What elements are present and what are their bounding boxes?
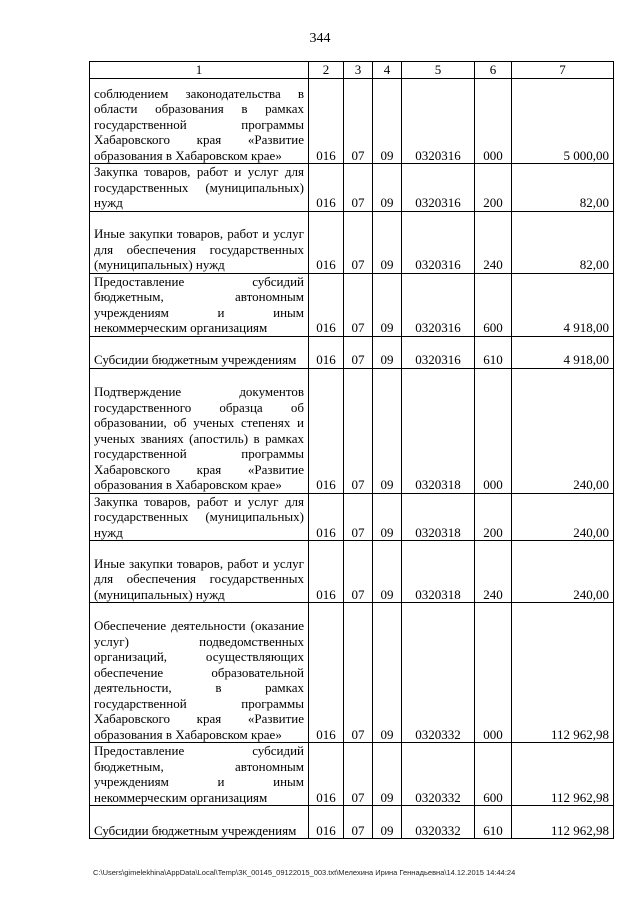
table-row [90,164,614,212]
row-section-code: 07 [344,493,373,541]
row-target-code: 0320318 [402,541,475,603]
row-subsection-code: 09 [373,336,402,368]
row-subsection-code: 09 [373,164,402,212]
header-col-7: 7 [512,62,614,79]
row-expense-type-code: 600 [475,743,512,806]
row-subsection-code: 09 [373,273,402,336]
row-target-code: 0320318 [402,493,475,541]
row-ministry-code: 016 [309,541,344,603]
row-section-code: 07 [344,336,373,368]
row-description: Закупка товаров, работ и услуг для государственных (муниципальных) нужд [90,493,309,541]
row-expense-type-code: 240 [475,541,512,603]
row-expense-type-code: 610 [475,806,512,839]
row-subsection-code: 09 [373,603,402,743]
table-row [90,493,614,541]
row-expense-type-code: 600 [475,273,512,336]
row-expense-type-code: 000 [475,603,512,743]
row-description: Субсидии бюджетным учреждениям [90,806,309,839]
header-col-2: 2 [309,62,344,79]
row-target-code: 0320316 [402,211,475,273]
row-subsection-code: 09 [373,493,402,541]
row-section-code: 07 [344,541,373,603]
row-description: Предоставление субсидий бюджетным, автономным учреждениям и иным некоммерческим организациям [90,273,309,336]
header-col-1: 1 [90,62,309,79]
row-amount: 5 000,00 [512,79,614,164]
row-ministry-code: 016 [309,336,344,368]
table-row [90,79,614,164]
row-subsection-code: 09 [373,743,402,806]
row-description: соблюдением законодательства в области образования в рамках государственной программы Хабаровского края «Развитие образования в Хабаровском крае» [90,79,309,164]
row-amount: 82,00 [512,211,614,273]
row-amount: 240,00 [512,368,614,493]
row-target-code: 0320332 [402,603,475,743]
table-row [90,273,614,336]
row-ministry-code: 016 [309,743,344,806]
row-description: Иные закупки товаров, работ и услуг для обеспечения государственных (муниципальных) нужд [90,541,309,603]
table-row [90,211,614,273]
row-expense-type-code: 000 [475,79,512,164]
row-section-code: 07 [344,743,373,806]
row-section-code: 07 [344,806,373,839]
header-row [90,62,614,79]
row-section-code: 07 [344,211,373,273]
row-expense-type-code: 200 [475,164,512,212]
table-row [90,603,614,743]
row-amount: 112 962,98 [512,806,614,839]
table-row [90,743,614,806]
header-col-4: 4 [373,62,402,79]
row-section-code: 07 [344,603,373,743]
row-description: Обеспечение деятельности (оказание услуг) подведомственных организаций, осуществляющих обеспечение образовательной деятельности, в рамках государственной программы Хабаровского края «Развитие образования в Хабаровском крае» [90,603,309,743]
row-ministry-code: 016 [309,493,344,541]
row-description: Подтверждение документов государственного образца об образовании, об ученых степенях и ученых званиях (апостиль) в рамках государственной программы Хабаровского края «Развитие образования в Хабаровском крае» [90,368,309,493]
row-ministry-code: 016 [309,211,344,273]
page-number: 344 [309,31,331,46]
footer-file-path: C:\Users\gimelekhina\AppData\Local\Temp\ЗК_00145_09122015_003.txt\Мелехина Ирина Геннадьевна\14.12.2015 14:44:24 [93,868,516,877]
row-expense-type-code: 200 [475,493,512,541]
row-section-code: 07 [344,273,373,336]
row-expense-type-code: 000 [475,368,512,493]
row-subsection-code: 09 [373,368,402,493]
table-row [90,541,614,603]
table-row [90,336,614,368]
row-amount: 82,00 [512,164,614,212]
header-col-3: 3 [344,62,373,79]
row-subsection-code: 09 [373,806,402,839]
row-target-code: 0320316 [402,79,475,164]
row-ministry-code: 016 [309,164,344,212]
row-target-code: 0320332 [402,806,475,839]
row-section-code: 07 [344,368,373,493]
row-amount: 112 962,98 [512,603,614,743]
budget-table [89,61,614,839]
row-subsection-code: 09 [373,79,402,164]
row-amount: 112 962,98 [512,743,614,806]
header-col-6: 6 [475,62,512,79]
row-subsection-code: 09 [373,541,402,603]
table-row [90,368,614,493]
row-target-code: 0320316 [402,336,475,368]
row-amount: 4 918,00 [512,336,614,368]
row-description: Субсидии бюджетным учреждениям [90,336,309,368]
row-target-code: 0320318 [402,368,475,493]
row-ministry-code: 016 [309,806,344,839]
row-section-code: 07 [344,164,373,212]
table-row [90,806,614,839]
row-ministry-code: 016 [309,603,344,743]
row-target-code: 0320332 [402,743,475,806]
row-amount: 240,00 [512,541,614,603]
row-amount: 4 918,00 [512,273,614,336]
row-expense-type-code: 610 [475,336,512,368]
row-section-code: 07 [344,79,373,164]
row-subsection-code: 09 [373,211,402,273]
row-description: Закупка товаров, работ и услуг для государственных (муниципальных) нужд [90,164,309,212]
row-expense-type-code: 240 [475,211,512,273]
row-description: Предоставление субсидий бюджетным, автономным учреждениям и иным некоммерческим организациям [90,743,309,806]
row-description: Иные закупки товаров, работ и услуг для обеспечения государственных (муниципальных) нужд [90,211,309,273]
row-ministry-code: 016 [309,79,344,164]
row-ministry-code: 016 [309,368,344,493]
row-target-code: 0320316 [402,273,475,336]
row-target-code: 0320316 [402,164,475,212]
header-col-5: 5 [402,62,475,79]
row-ministry-code: 016 [309,273,344,336]
row-amount: 240,00 [512,493,614,541]
